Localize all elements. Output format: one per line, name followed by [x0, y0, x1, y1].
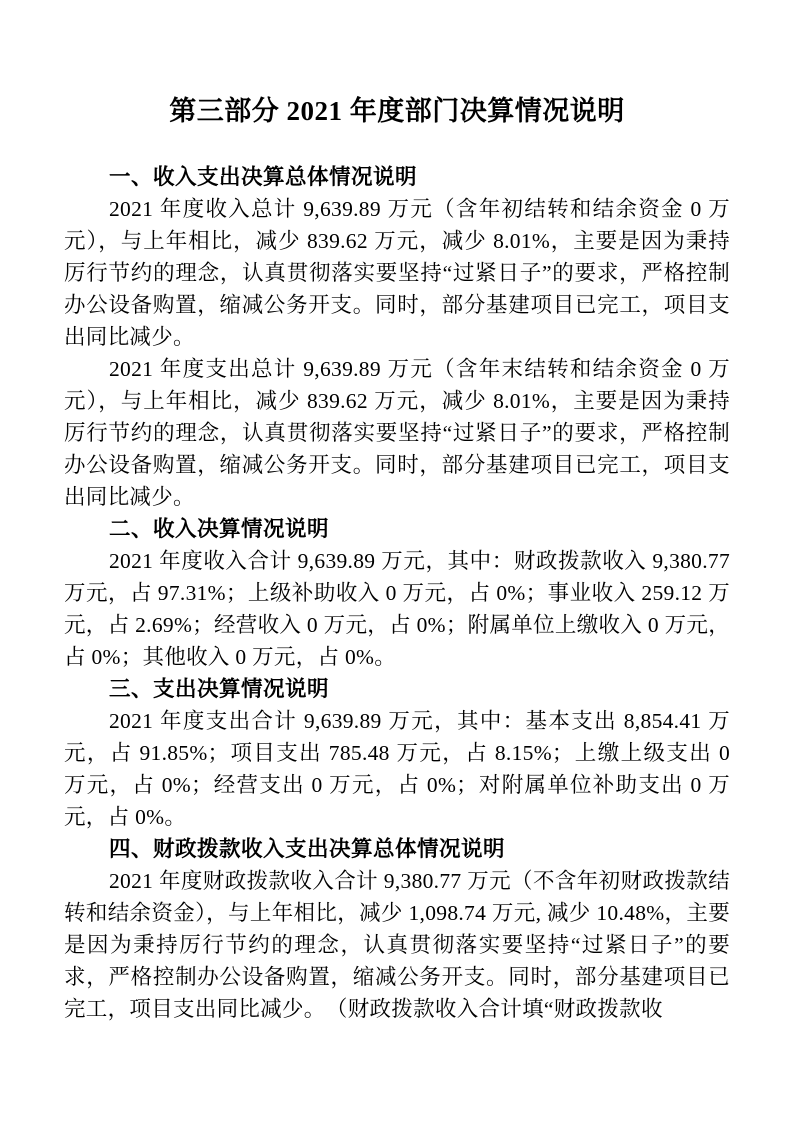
paragraph-total-expenditure: 2021 年度支出总计 9,639.89 万元（含年末结转和结余资金 0 万元），与上年相比，减少 839.62 万元，减少 8.01%，主要是因为秉持厉行节约的理念，认真贯彻落实要坚持“过紧日子”的要求，严格控制办公设备购置，缩减公务开支。同时，部分基建项目已完工，项目支出同比减少。	[64, 357, 730, 509]
section-heading-fiscal-appropriation-overview: 四、财政拨款收入支出决算总体情况说明	[109, 837, 506, 861]
section-heading-expenditure-details: 三、支出决算情况说明	[109, 677, 330, 701]
paragraph-income-breakdown: 2021 年度收入合计 9,639.89 万元，其中：财政拨款收入 9,380.77 万元，占 97.31%；上级补助收入 0 万元，占 0%；事业收入 259.12 万元，占 2.69%；经营收入 0 万元，占 0%；附属单位上缴收入 0 万元，占 0%；其他收入 0 万元，占 0%。	[64, 549, 730, 669]
paragraph-total-income: 2021 年度收入总计 9,639.89 万元（含年初结转和结余资金 0 万元），与上年相比，减少 839.62 万元，减少 8.01%，主要是因为秉持厉行节约的理念，认真贯彻落实要坚持“过紧日子”的要求，严格控制办公设备购置，缩减公务开支。同时，部分基建项目已完工，项目支出同比减少。	[64, 197, 730, 349]
paragraph-fiscal-appropriation: 2021 年度财政拨款收入合计 9,380.77 万元（不含年初财政拨款结转和结余资金），与上年相比，减少 1,098.74 万元, 减少 10.48%，主要是因为秉持厉行节约的理念，认真贯彻落实要坚持“过紧日子”的要求，严格控制办公设备购置，缩减公务开支。同时，部分基建项目已完工，项目支出同比减少。 （财政拨款收入合计填“财政拨款收	[64, 869, 730, 1021]
section-heading-income-expenditure-overview: 一、收入支出决算总体情况说明	[109, 165, 418, 189]
document-title: 第三部分 2021 年度部门决算情况说明	[169, 96, 625, 126]
section-heading-income-details: 二、收入决算情况说明	[109, 517, 330, 541]
paragraph-expenditure-breakdown: 2021 年度支出合计 9,639.89 万元，其中：基本支出 8,854.41 万元，占 91.85%；项目支出 785.48 万元，占 8.15%；上缴上级支出 0 万元，占 0%；经营支出 0 万元，占 0%；对附属单位补助支出 0 万元，占 0%。	[64, 709, 730, 829]
